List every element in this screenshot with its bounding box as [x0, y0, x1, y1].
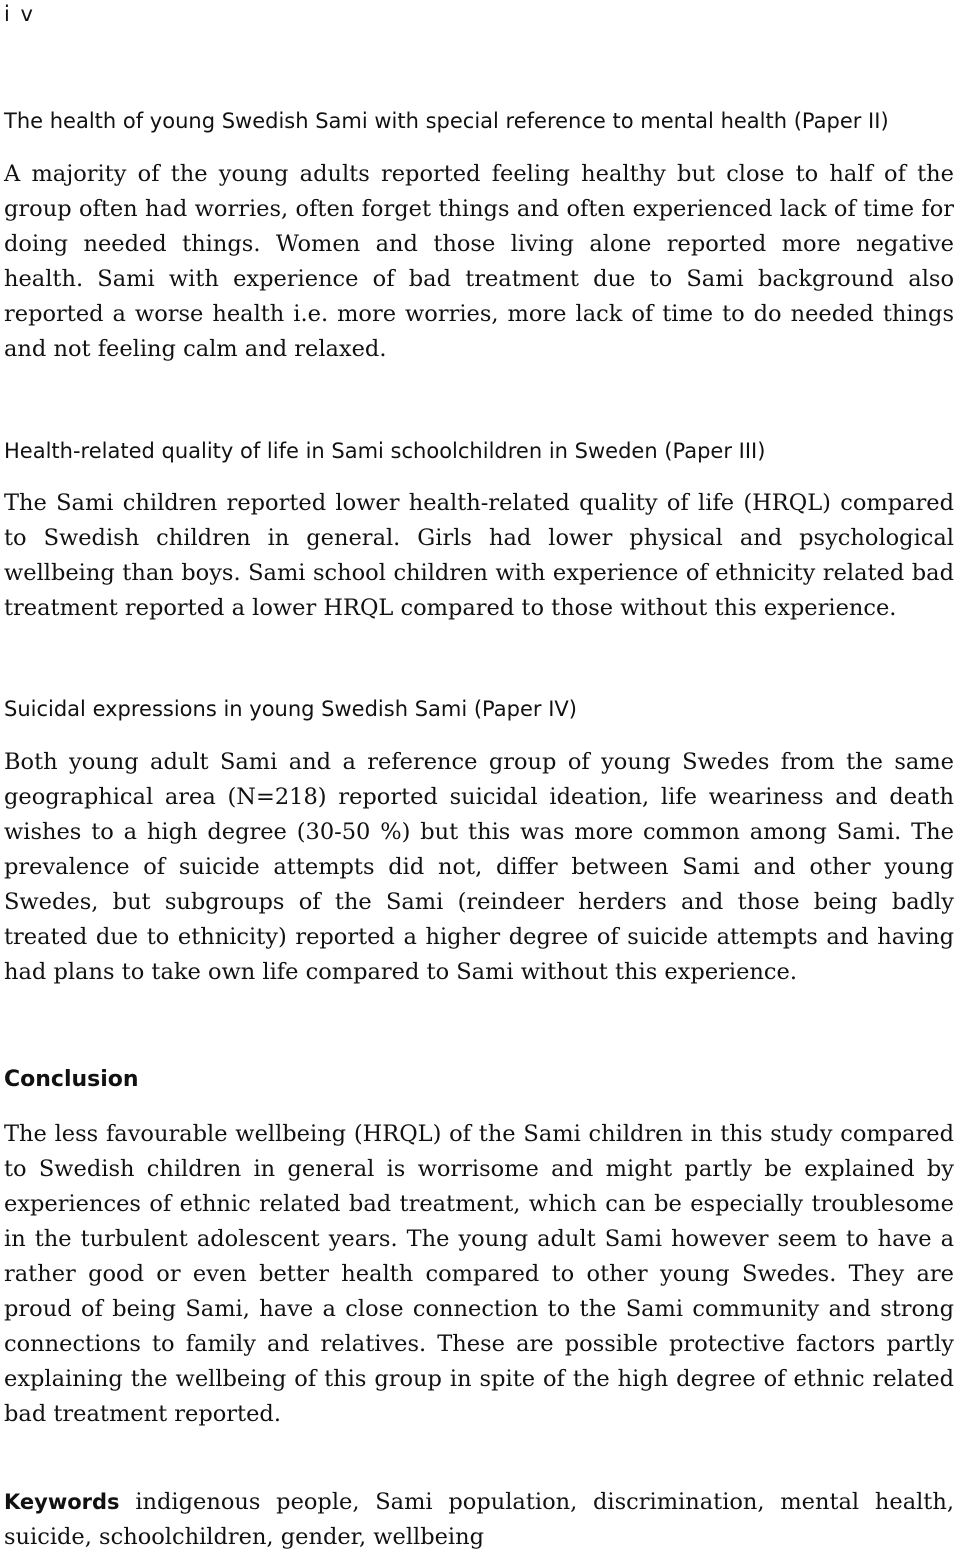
- section-body: A majority of the young adults reported feeling healthy but close to half of the group often had worries, often forget things and often experienced lack of time for doing needed things. Women and those living alone reported more negative health. Sami with experience of bad treatment due to Sami background also reported a worse health i.e. more worries, more lack of time to do needed things and not feeling calm and relaxed.: [4, 161, 954, 362]
- conclusion-heading: Conclusion: [4, 1067, 139, 1092]
- section-heading: The health of young Swedish Sami with special reference to mental health (Paper II): [4, 109, 889, 133]
- section-paper-iv: [4, 692, 954, 990]
- section-paper-ii: [4, 104, 954, 367]
- page-number: i v: [4, 2, 35, 26]
- keywords-block: [4, 1485, 954, 1555]
- section-conclusion: [4, 1062, 954, 1432]
- section-body: Both young adult Sami and a reference group of young Swedes from the same geographical area (N=218) reported suicidal ideation, life weariness and death wishes to a high degree (30-50 %) but this was more common among Sami. The prevalence of suicide attempts did not, differ between Sami and other young Swedes, but subgroups of the Sami (reindeer herders and those being badly treated due to ethnicity) reported a higher degree of suicide attempts and having had plans to take own life compared to Sami without this experience.: [4, 749, 954, 985]
- conclusion-body: The less favourable wellbeing (HRQL) of the Sami children in this study compared to Swedish children in general is worrisome and might partly be explained by experiences of ethnic related bad treatment, which can be especially troublesome in the turbulent adolescent years. The young adult Sami however seem to have a rather good or even better health compared to other young Swedes. They are proud of being Sami, have a close connection to the Sami community and strong connections to family and relatives. These are possible protective factors partly explaining the wellbeing of this group in spite of the high degree of ethnic related bad treatment reported.: [4, 1121, 954, 1427]
- keywords-text: indigenous people, Sami population, discrimination, mental health, suicide, schoolchildren, gender, wellbeing: [4, 1489, 954, 1550]
- keywords-label: Keywords: [4, 1490, 120, 1514]
- section-paper-iii: [4, 434, 954, 626]
- section-heading: Suicidal expressions in young Swedish Sami (Paper IV): [4, 697, 577, 721]
- section-heading: Health-related quality of life in Sami schoolchildren in Sweden (Paper III): [4, 439, 766, 463]
- section-body: The Sami children reported lower health-related quality of life (HRQL) compared to Swedish children in general. Girls had lower physical and psychological wellbeing than boys. Sami school children with experience of ethnicity related bad treatment reported a lower HRQL compared to those without this experience.: [4, 490, 954, 621]
